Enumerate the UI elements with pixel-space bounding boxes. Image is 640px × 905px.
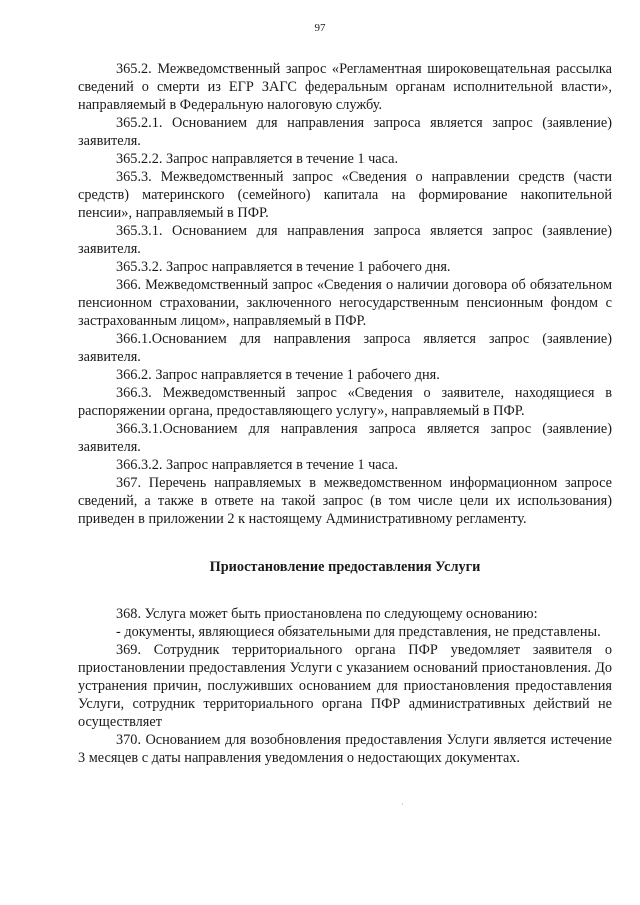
paragraph-366-3: 366.3. Межведомственный запрос «Сведения о заявителе, находящиеся в распоряжении органа, предоставляющего услугу», направляемый в ПФР. — [78, 385, 612, 419]
paragraph-365-2-1: 365.2.1. Основанием для направления запроса является запрос (заявление) заявителя. — [78, 115, 612, 149]
paragraph-366-3-1: 366.3.1.Основанием для направления запроса является запрос (заявление) заявителя. — [78, 421, 612, 455]
paragraph-368-item: - документы, являющиеся обязательными для представления, не представлены. — [116, 624, 601, 640]
document-body — [78, 60, 612, 767]
scan-speck: · — [401, 800, 404, 809]
paragraph-367: 367. Перечень направляемых в межведомственном информационном запросе сведений, а также в ответе на такой запрос (в том числе цели их использования) приведен в приложении 2 к настоящему Административному регламенту. — [78, 475, 612, 527]
paragraph-366-1: 366.1.Основанием для направления запроса является запрос (заявление) заявителя. — [78, 331, 612, 365]
paragraph-365-3-2: 365.3.2. Запрос направляется в течение 1 рабочего дня. — [116, 259, 451, 275]
paragraph-366-2: 366.2. Запрос направляется в течение 1 рабочего дня. — [116, 367, 440, 383]
paragraph-368: 368. Услуга может быть приостановлена по следующему основанию: — [116, 606, 538, 622]
paragraph-366-3-2: 366.3.2. Запрос направляется в течение 1 часа. — [116, 457, 399, 473]
page-number: 97 — [314, 22, 326, 34]
paragraph-366: 366. Межведомственный запрос «Сведения о наличии договора об обязательном пенсионном страховании, заключенного негосударственным пенсионным фондом с застрахованным лицом», направляемый в ПФР. — [78, 277, 612, 329]
paragraph-370: 370. Основанием для возобновления предоставления Услуги является истечение 3 месяцев с даты направления уведомления о недостающих документах. — [78, 732, 612, 766]
paragraph-365-2-2: 365.2.2. Запрос направляется в течение 1 часа. — [116, 151, 399, 167]
paragraph-365-3-1: 365.3.1. Основанием для направления запроса является запрос (заявление) заявителя. — [78, 223, 612, 257]
section-heading: Приостановление предоставления Услуги — [209, 559, 481, 575]
paragraph-369: 369. Сотрудник территориального органа ПФР уведомляет заявителя о приостановлении предоставления Услуги с указанием оснований приостановления. До устранения причин, послуживших основанием для приостановления предоставления Услуги, сотрудник территориального органа ПФР административных действий не осуществляет — [78, 642, 612, 730]
paragraph-365-2: 365.2. Межведомственный запрос «Регламентная широковещательная рассылка сведений о смерти из ЕГР ЗАГС федеральным органам исполнительной власти», направляемый в Федеральную налоговую службу. — [78, 61, 612, 113]
paragraph-365-3: 365.3. Межведомственный запрос «Сведения о направлении средств (части средств) материнского (семейного) капитала на формирование накопительной пенсии», направляемый в ПФР. — [78, 169, 612, 221]
